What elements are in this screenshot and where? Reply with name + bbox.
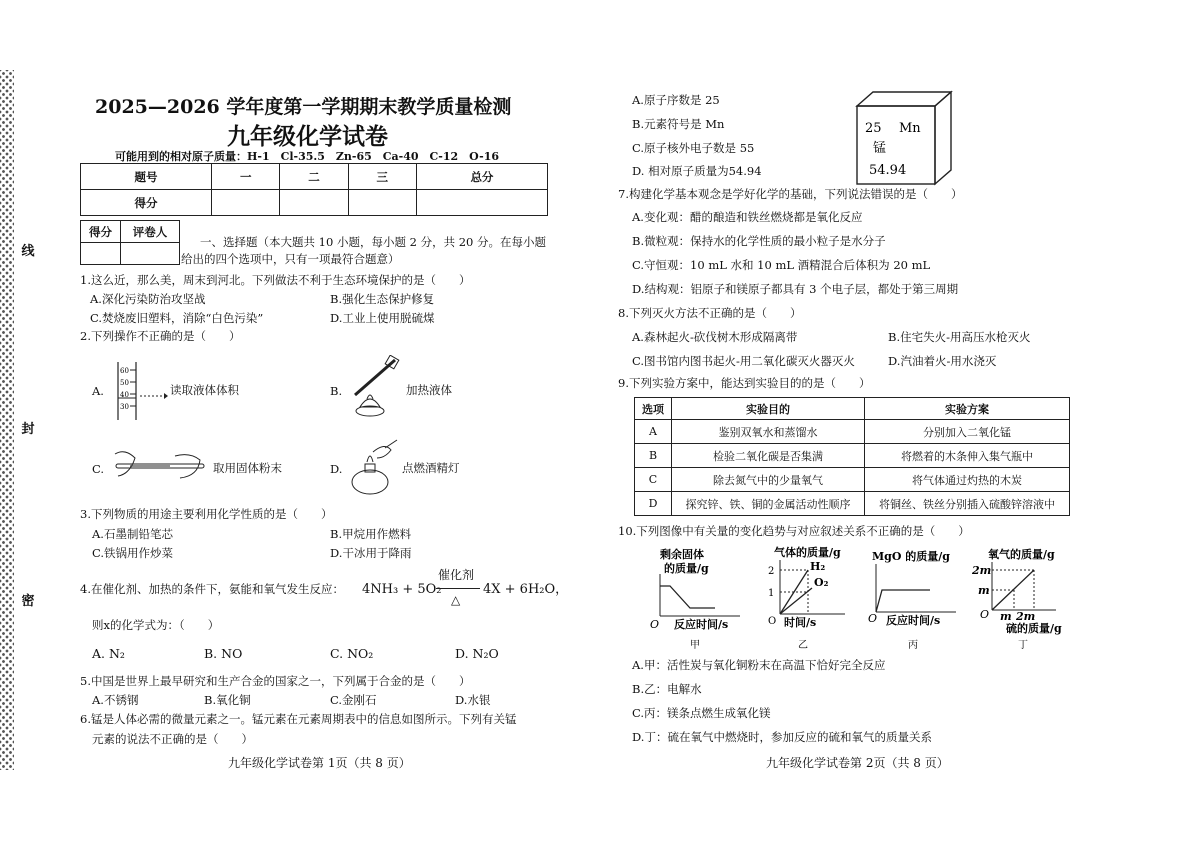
q2-option-c-text: 取用固体粉末 — [213, 461, 282, 475]
q9-cell: 分别加入二氧化锰 — [865, 420, 1070, 444]
graph-tick: 2m — [972, 564, 992, 577]
q3-stem: 3.下列物质的用途主要利用化学性质的是（ ） — [80, 507, 333, 521]
q5-option-c: C.金刚石 — [330, 693, 377, 707]
q9-cell: 将铜丝、铁丝分别插入硫酸锌溶液中 — [865, 492, 1070, 516]
graph-name: 丙 — [908, 640, 918, 651]
q8-option-c: C.图书馆内图书起火-用二氧化碳灭火器灭火 — [632, 354, 855, 368]
grader-cell — [81, 243, 121, 265]
graph-series-h2: H₂ — [810, 560, 826, 573]
element-mass: 54.94 — [869, 163, 907, 178]
q4-equation-arrow — [436, 588, 480, 589]
q2-option-c: C. — [92, 462, 105, 476]
q6-stem: 6.锰是人体必需的微量元素之一。锰元素在元素周期表中的信息如图所示。下列有关锰 — [80, 712, 517, 726]
q9-table-header: 实验目的 — [672, 398, 865, 420]
q2-stem: 2.下列操作不正确的是（ ） — [80, 329, 241, 343]
alcohol-lamp-illustration — [345, 438, 400, 498]
q9-table-header: 实验方案 — [865, 398, 1070, 420]
exam-title: 2025—2026 学年度第一学期期末教学质量检测 — [95, 96, 512, 118]
q2-option-a-text: 读取液体体积 — [170, 383, 239, 397]
graph-y-label: 的质量/g — [664, 562, 709, 575]
element-atomic-number: 25 — [865, 121, 882, 136]
score-table-header: 三 — [348, 164, 416, 190]
element-name: 锰 — [873, 141, 887, 156]
cylinder-tick: 60 — [120, 367, 129, 375]
graph-x-label: 时间/s — [784, 616, 817, 629]
binding-label-line: 线 — [21, 244, 35, 259]
atomic-masses: 可能用到的相对原子质量：H-1 Cl-35.5 Zn-65 Ca-40 C-12 O-16 — [115, 150, 500, 163]
q10-option-b: B.乙：电解水 — [632, 682, 702, 696]
graph-origin: O — [650, 618, 660, 631]
q9-cell: D — [635, 492, 672, 516]
q10-stem: 10.下列图像中有关量的变化趋势与对应叙述关系不正确的是（ ） — [618, 524, 970, 538]
q4-ask: 则x的化学式为：（ ） — [92, 618, 220, 632]
q2-option-d-text: 点燃酒精灯 — [402, 461, 460, 475]
q3-option-c: C.铁锅用作炒菜 — [92, 546, 174, 560]
q9-cell: 鉴别双氧水和蒸馏水 — [672, 420, 865, 444]
q10-option-a: A.甲：活性炭与氧化铜粉末在高温下恰好完全反应 — [632, 658, 886, 672]
element-symbol: Mn — [899, 121, 921, 136]
q1-option-d: D.工业上使用脱硫煤 — [330, 311, 435, 325]
q6-stem-2: 元素的说法不正确的是（ ） — [92, 732, 253, 746]
graph-series-o2: O₂ — [814, 576, 829, 589]
score-table-header: 一 — [212, 164, 280, 190]
q10-option-d: D.丁：硫在氧气中燃烧时，参加反应的硫和氧气的质量关系 — [632, 730, 932, 744]
q9-cell: C — [635, 468, 672, 492]
q4-option-a: A. N₂ — [92, 646, 125, 661]
q8-option-b: B.住宅失火-用高压水枪灭火 — [888, 330, 1031, 344]
q7-option-c: C.守恒观：10 mL 水和 10 mL 酒精混合后体积为 20 mL — [632, 258, 931, 272]
graph-y-label: MgO 的质量/g — [872, 550, 950, 563]
q3-option-a: A.石墨制铅笔芯 — [92, 527, 173, 541]
score-table-header: 二 — [280, 164, 348, 190]
q9-stem: 9.下列实验方案中，能达到实验目的的是（ ） — [618, 376, 871, 390]
q2-option-b-text: 加热液体 — [406, 383, 452, 397]
page2-footer: 九年级化学试卷第 2页（共 8 页） — [766, 756, 949, 770]
q4-equation-left: 4NH₃ + 5O₂ — [362, 582, 442, 597]
q4-equation-heat: △ — [451, 593, 461, 607]
q7-option-d: D.结构观：铝原子和镁原子都具有 3 个电子层，都处于第三周期 — [632, 282, 959, 296]
q10-graph-yi — [760, 546, 860, 654]
q3-option-d: D.干冰用于降雨 — [330, 546, 412, 560]
q9-table — [634, 397, 1070, 516]
q1-option-c: C.焚烧废旧塑料，消除“白色污染” — [90, 311, 264, 325]
q8-option-d: D.汽油着火-用水浇灭 — [888, 354, 997, 368]
q6-option-c: C.原子核外电子数是 55 — [632, 141, 755, 155]
cylinder-tick: 30 — [120, 403, 129, 411]
graph-y-label: 剩余固体 — [660, 548, 704, 561]
grader-cell — [120, 243, 179, 265]
q10-graph-jia — [630, 546, 750, 654]
q2-option-b: B. — [330, 384, 343, 398]
graph-x-label: 硫的质量/g — [1006, 622, 1062, 635]
q7-option-b: B.微粒观：保持水的化学性质的最小粒子是水分子 — [632, 234, 886, 248]
q4-equation-catalyst: 催化剂 — [438, 568, 475, 582]
score-table-header: 总分 — [416, 164, 547, 190]
graph-name: 丁 — [1018, 640, 1028, 651]
q4-option-d: D. N₂O — [455, 646, 499, 661]
page1-footer: 九年级化学试卷第 1页（共 8 页） — [228, 756, 411, 770]
q9-cell: 将燃着的木条伸入集气瓶中 — [865, 444, 1070, 468]
q9-cell: 探究锌、铁、铜的金属活动性顺序 — [672, 492, 865, 516]
q4-option-b: B. NO — [204, 646, 243, 661]
score-table-header: 题号 — [81, 164, 212, 190]
graph-x-label: 反应时间/s — [886, 614, 941, 627]
graph-x-label: 反应时间/s — [674, 618, 729, 631]
q1-option-a: A.深化污染防治攻坚战 — [90, 292, 206, 306]
cylinder-tick: 40 — [120, 391, 129, 399]
exam-subtitle: 九年级化学试卷 — [227, 123, 388, 150]
q9-cell: A — [635, 420, 672, 444]
q2-option-a: A. — [92, 384, 104, 398]
grader-box — [80, 220, 180, 265]
score-cell — [348, 190, 416, 216]
q9-cell: B — [635, 444, 672, 468]
q7-stem: 7.构建化学基本观念是学好化学的基础，下列说法错误的是（ ） — [618, 187, 963, 201]
q5-option-d: D.水银 — [455, 693, 491, 707]
q6-option-d: D. 相对原子质量为54.94 — [632, 164, 762, 178]
q4-option-c: C. NO₂ — [330, 646, 374, 661]
heating-liquid-illustration — [345, 355, 405, 420]
graph-tick: m — [1000, 610, 1012, 623]
graph-name: 乙 — [798, 640, 808, 651]
graph-origin: O — [980, 608, 990, 621]
q9-cell: 除去氮气中的少量氧气 — [672, 468, 865, 492]
graph-tick: m — [978, 584, 990, 597]
q4-stem: 4.在催化剂、加热的条件下，氨能和氧气发生反应： — [80, 582, 344, 596]
q6-option-a: A.原子序数是 25 — [632, 93, 720, 107]
q6-option-b: B.元素符号是 Mn — [632, 117, 725, 131]
score-cell — [212, 190, 280, 216]
q5-stem: 5.中国是世界上最早研究和生产合金的国家之一，下列属于合金的是（ ） — [80, 674, 471, 688]
q3-option-b: B.甲烷用作燃料 — [330, 527, 412, 541]
q1-option-b: B.强化生态保护修复 — [330, 292, 435, 306]
q4-equation-right: 4X + 6H₂O， — [483, 582, 569, 597]
graph-origin: O — [768, 616, 777, 627]
q9-cell: 检验二氧化碳是否集满 — [672, 444, 865, 468]
section1-instruction-2: 给出的四个选项中，只有一项最符合题意） — [181, 252, 400, 266]
q1-stem: 1.这么近，那么美，周末到河北。下列做法不利于生态环境保护的是（ ） — [80, 273, 471, 287]
section1-instruction: 一、选择题（本大题共 10 小题，每小题 2 分，共 20 分。在每小题 — [200, 235, 547, 249]
q8-stem: 8.下列灭火方法不正确的是（ ） — [618, 306, 802, 320]
binding-label-seal: 封 — [21, 422, 35, 437]
q9-table-header: 选项 — [635, 398, 672, 420]
graph-tick: 1 — [768, 588, 775, 599]
binding-label-secret: 密 — [21, 594, 35, 609]
graph-tick: 2m — [1016, 610, 1036, 623]
q5-option-a: A.不锈钢 — [92, 693, 139, 707]
graph-name: 甲 — [690, 640, 700, 651]
grader-label: 评卷人 — [120, 221, 179, 243]
q7-option-a: A.变化观：醋的酿造和铁丝燃烧都是氧化反应 — [632, 210, 863, 224]
q9-cell: 将气体通过灼热的木炭 — [865, 468, 1070, 492]
q8-option-a: A.森林起火-砍伐树木形成隔离带 — [632, 330, 798, 344]
graph-origin: O — [868, 612, 878, 625]
graph-y-label: 氧气的质量/g — [988, 548, 1055, 561]
cylinder-tick: 50 — [120, 379, 129, 387]
score-cell — [416, 190, 547, 216]
graph-tick: 2 — [768, 566, 775, 577]
q10-graph-bing — [866, 546, 966, 654]
score-cell — [280, 190, 348, 216]
score-table — [80, 163, 548, 216]
binding-edge — [0, 70, 14, 770]
graduated-cylinder-illustration — [108, 360, 168, 422]
grader-score-label: 得分 — [81, 221, 121, 243]
q2-option-d: D. — [330, 462, 343, 476]
q10-option-c: C.丙：镁条点燃生成氧化镁 — [632, 706, 771, 720]
powder-test-tube-illustration — [110, 446, 210, 486]
manganese-element-cell — [855, 90, 955, 186]
q10-graph-ding — [966, 546, 1076, 654]
score-row-label: 得分 — [81, 190, 212, 216]
graph-y-label: 气体的质量/g — [774, 546, 841, 559]
q5-option-b: B.氧化铜 — [204, 693, 251, 707]
